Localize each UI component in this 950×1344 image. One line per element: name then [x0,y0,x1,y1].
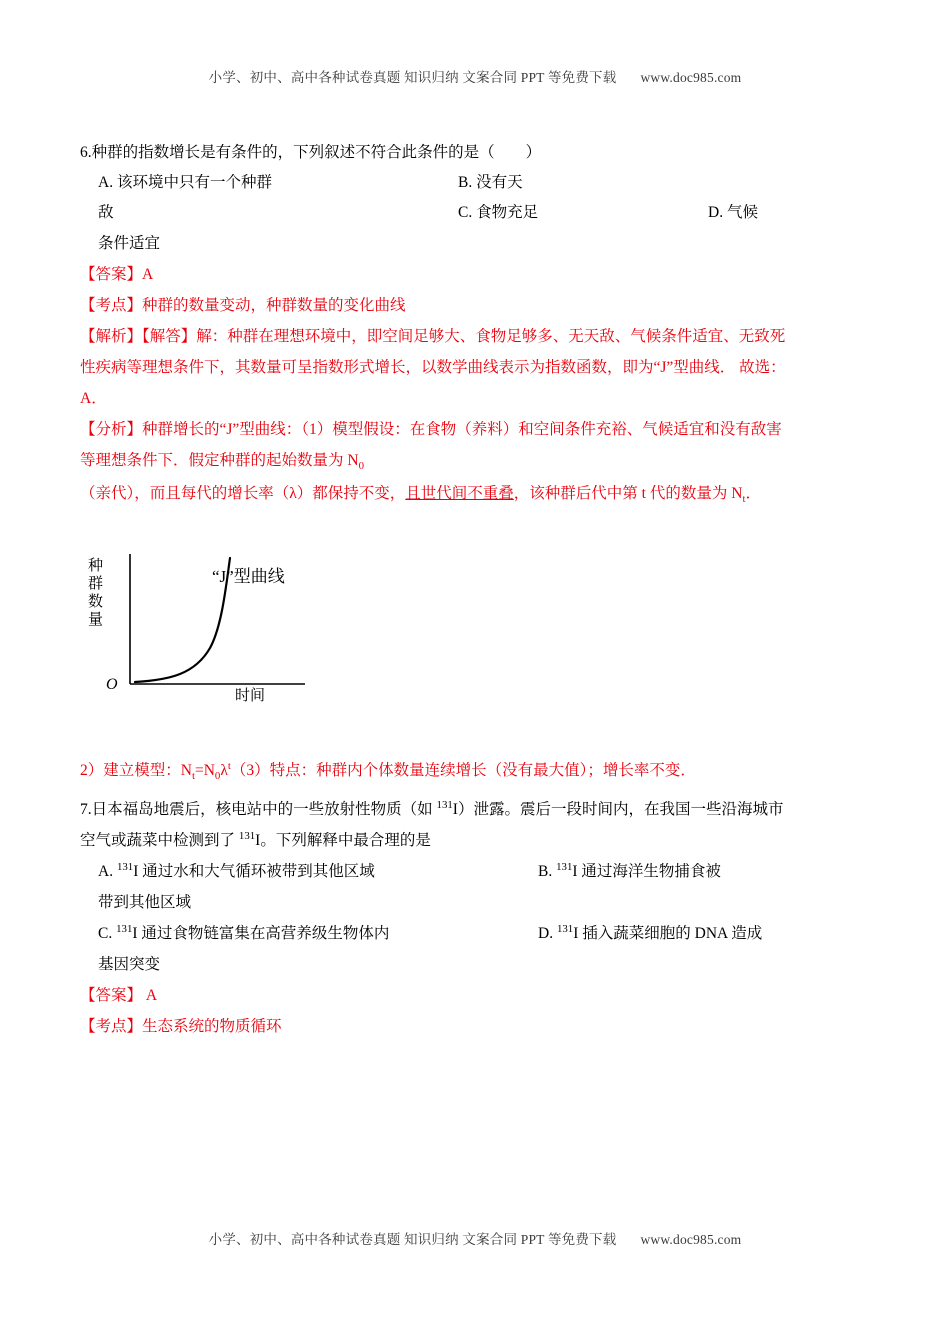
model-line-post: （3）特点：种群内个体数量连续增长（没有最大值）；增长率不变． [230,762,696,780]
footer-site: www.doc985.com [640,1232,742,1247]
q6-fenxi-line-3-b: ，该种群后代中第 t 代的数量为 N [513,484,743,502]
q6-fenxi-n0-sub: 0 [358,459,364,472]
q6-options-row-2 [80,198,870,228]
footer-text: 小学、初中、高中各种试卷真题 知识归纳 文案合同 PPT 等免费下载 [208,1232,617,1247]
q7-option-a-prefix: A. [98,863,117,881]
q7-option-a-sup: 131 [116,861,134,874]
model-line-lambda: λ [220,762,228,780]
q6-fenxi-nt-sub: t [742,492,746,505]
q7-option-b-text: I 通过海洋生物捕食被 [572,863,721,881]
q7-stem-line-2 [80,825,870,856]
header-site: www.doc985.com [640,70,742,85]
header-text: 小学、初中、高中各种试卷真题 知识归纳 文案合同 PPT 等免费下载 [208,70,617,85]
model-line-pre: 2）建立模型：N [80,762,192,780]
figure-y-axis-label: 种群数量 [88,558,104,628]
q6-fenxi-line-3-underlined: 且世代间不重叠 [405,484,514,502]
q6-options-row-1 [80,168,870,198]
q6-jiexi-line-1: 【解析】【解答】解：种群在理想环境中，即空间足够大、食物足够多、无天敌、气候条件适宜、无致死 [80,327,786,345]
q7-options-row-2 [80,918,870,949]
q7-stem-2-sup: 131 [238,830,256,843]
q6-fenxi-line-3 [80,478,870,511]
q6-fenxi-line-3-a: （亲代），而且每代的增长率（λ）都保持不变， [80,484,406,502]
q7-stem-1-sup: 131 [436,799,453,812]
q7-option-c [98,918,538,949]
j-curve-figure [80,536,870,751]
figure-curve-label: “J”型曲线 [212,567,285,587]
q7-stem-line-1 [80,794,870,825]
q7-option-c-text: I 通过食物链富集在高营养级生物体内 [132,925,390,943]
q7-option-d-prefix: D. [538,925,557,943]
q7-option-d-text: I 插入蔬菜细胞的 DNA 造成 [573,925,763,943]
q6-fenxi-line-3-c: ． [745,484,761,502]
q6-option-c: C. 食物充足 [458,204,539,222]
q6-option-d-cont: 条件适宜 [98,234,161,252]
q7-option-b-cont: 带到其他区域 [98,894,192,912]
model-line [80,755,870,788]
q7-options-row-1 [80,856,870,887]
model-line-sup-t: t [227,760,231,773]
q6-option-b-cont: 敌 [98,204,114,222]
q6-fenxi-line-2 [80,445,870,478]
model-line-mid: =N [194,762,215,780]
q7-option-b [538,856,870,887]
q6-jiexi-line-2: 性疾病等理想条件下，其数量可呈指数形式增长，以数学曲线表示为指数函数，即为“J”型曲线． 故选： [80,358,786,376]
q6-jiexi-line-3: A． [80,389,107,407]
q7-answer: 【答案】 A [80,987,158,1005]
page-footer [0,1228,950,1248]
q7-stem-1a: 7.日本福岛地震后，核电站中的一些放射性物质（如 [80,801,437,819]
figure-svg [90,536,410,736]
figure-x-axis-label: 时间 [235,688,266,705]
q7-option-c-sup: 131 [116,923,133,936]
q7-option-b-sup: 131 [556,861,573,874]
q6-stem: 6.种群的指数增长是有条件的，下列叙述不符合此条件的是（ ） [80,144,542,161]
q6-option-a: A. 该环境中只有一个种群 [98,174,272,192]
q6-option-b: B. 没有天 [458,174,523,192]
figure-origin-label: O [106,676,118,694]
q7-option-d [538,918,870,949]
q6-answer: 【答案】A [80,265,154,283]
model-line-sub-t: t [191,770,195,783]
q7-kaodian: 【考点】生态系统的物质循环 [80,1018,282,1036]
q7-option-a-text: I 通过水和大气循环被带到其他区域 [133,863,375,881]
q7-stem-2a: 空气或蔬菜中检测到了 [80,832,239,850]
q6-kaodian: 【考点】种群的数量变动，种群数量的变化曲线 [80,296,406,314]
question-6-block [80,138,870,510]
q7-option-b-prefix: B. [538,863,557,881]
q7-option-d-cont: 基因突变 [98,956,161,974]
page-header [80,0,870,86]
q7-option-a [98,856,538,887]
q6-option-d: D. 气候 [708,204,758,222]
q6-fenxi-line-1: 【分析】种群增长的“J”型曲线：（1）模型假设：在食物（养料）和空间条件充裕、气候适宜和没有敌害 [80,420,782,438]
q7-option-d-sup: 131 [556,923,574,936]
q7-stem-1b: I）泄露。震后一段时间内，在我国一些沿海城市 [452,801,784,819]
q7-stem-2b: I。下列解释中最合理的是 [255,832,431,850]
q6-fenxi-line-2-text: 等理想条件下．假定种群的起始数量为 N [80,451,359,469]
model-line-sub-0: 0 [214,770,221,783]
question-7-block [80,794,870,1042]
q7-option-c-prefix: C. [98,925,117,943]
